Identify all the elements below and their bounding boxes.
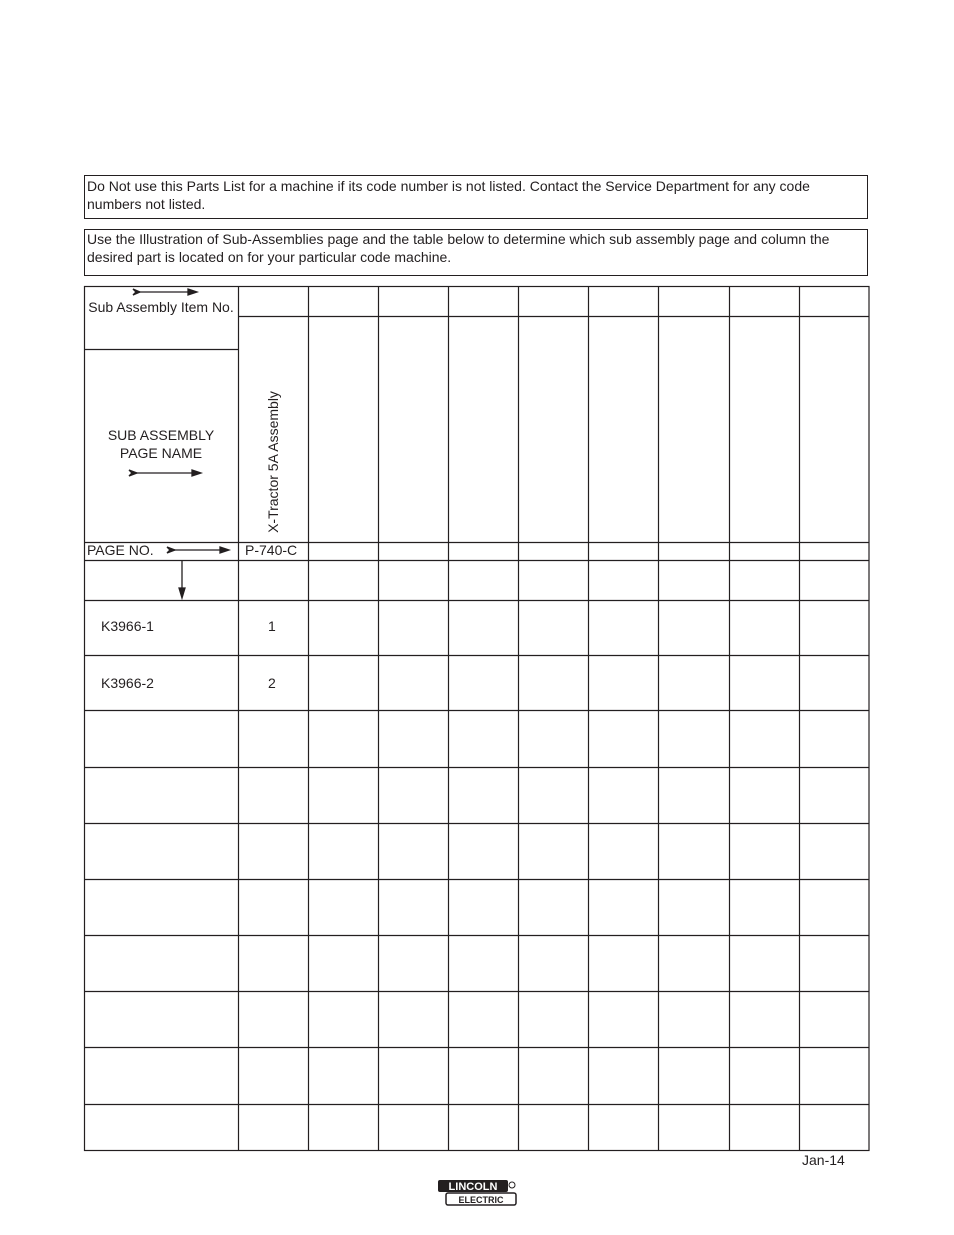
logo-top-text: LINCOLN xyxy=(448,1181,498,1193)
lincoln-electric-logo xyxy=(437,1179,519,1207)
code-warning-text: Do Not use this Parts List for a machine if its code number is not listed. Contact the Service Department for any code numbers not listed. xyxy=(87,178,810,212)
column-1-page-name: X-Tractor 5A Assembly xyxy=(265,391,281,533)
page-no-label: PAGE NO. xyxy=(87,542,154,558)
arrow-right-icon xyxy=(129,470,201,476)
row-item-value: 1 xyxy=(268,618,276,634)
logo-bottom-text: ELECTRIC xyxy=(458,1195,504,1205)
arrow-down-icon xyxy=(179,561,185,598)
row-code: K3966-2 xyxy=(101,675,154,691)
arrow-right-icon xyxy=(133,289,197,295)
column-1-page-no: P-740-C xyxy=(245,542,298,558)
row-code: K3966-1 xyxy=(101,618,154,634)
row-item-value: 2 xyxy=(268,675,276,691)
header-item-label: Sub Assembly Item No. xyxy=(88,299,234,315)
arrow-right-icon xyxy=(167,547,229,553)
header-page-name-label: SUB ASSEMBLY PAGE NAME xyxy=(107,427,215,461)
usage-instructions-text: Use the Illustration of Sub-Assemblies page and the table below to determine which sub assembly page and column the desired part is located on for your particular code machine. xyxy=(87,231,830,265)
revision-date: Jan-14 xyxy=(802,1152,845,1168)
